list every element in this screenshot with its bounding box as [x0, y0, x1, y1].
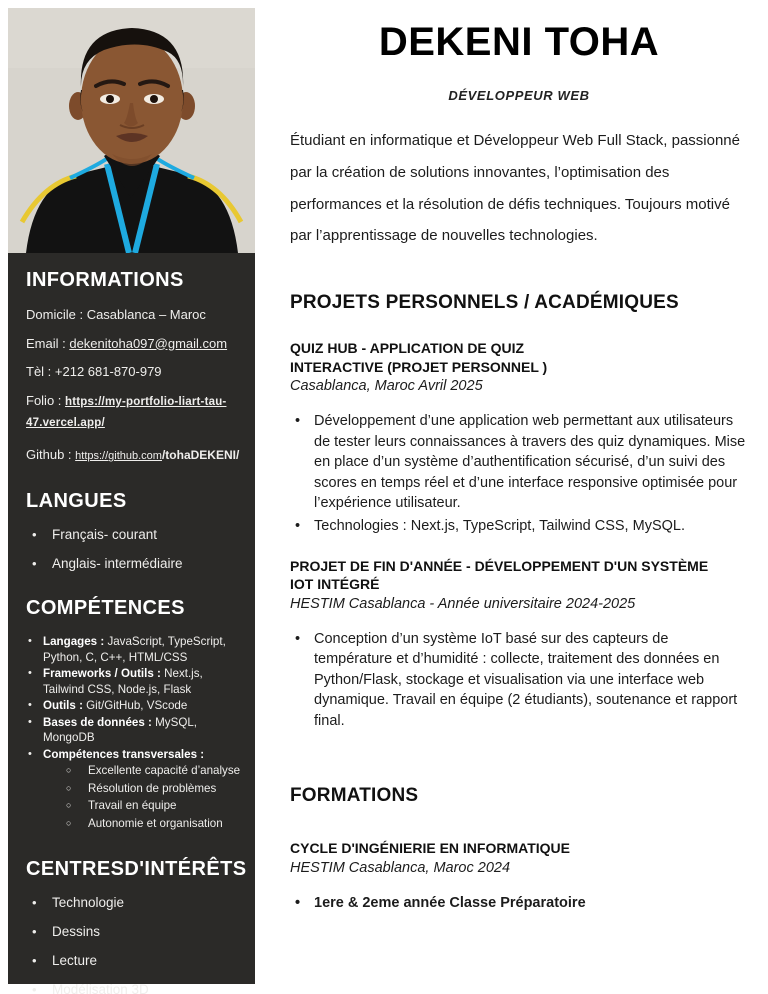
- list-item: • Français- courant: [26, 527, 241, 542]
- langues-title: LANGUES: [26, 490, 127, 513]
- domicile-label: Domicile :: [26, 307, 87, 322]
- folio-label: Folio :: [26, 392, 66, 408]
- sub-skill-item: ○ Travail en équipe: [64, 798, 241, 814]
- skill-item: [26, 698, 241, 714]
- competences-section: [26, 597, 241, 831]
- skill-label: Outils :: [43, 699, 87, 713]
- skill-item: [26, 747, 241, 763]
- skill-value: Git/GitHub, VScode: [86, 699, 188, 713]
- folio-line: [26, 392, 241, 436]
- informations-title: INFORMATIONS: [26, 269, 184, 291]
- candidate-role: DÉVELOPPEUR WEB: [448, 88, 590, 103]
- formation-title: CYCLE D'INGÉNIERIE EN INFORMATIQUE: [290, 840, 570, 857]
- github-username-link[interactable]: /tohaDEKENI/: [161, 448, 240, 463]
- project-meta: HESTIM Casablanca - Année universitaire 2024-2025: [290, 595, 636, 612]
- tel-label: Tèl :: [26, 364, 55, 380]
- skill-label: Bases de données :: [43, 715, 156, 729]
- bullet-item: • 1ere & 2eme année Classe Préparatoire: [290, 893, 748, 914]
- list-item: • Modélisation 3D: [26, 982, 241, 994]
- competences-title: COMPÉTENCES: [26, 597, 185, 620]
- langues-list: [26, 527, 241, 571]
- github-label: Github :: [26, 447, 76, 463]
- formation-entry: [290, 839, 748, 913]
- project-bullets: [290, 629, 748, 732]
- sub-skill-item: ○ Autonomie et organisation: [64, 816, 241, 832]
- email-label: Email :: [26, 335, 70, 351]
- skill-value: JavaScript, TypeScript, Python, C, C++, HTML/CSS: [43, 635, 226, 664]
- skill-item: [26, 666, 241, 697]
- tel-value: +212 681-870-979: [54, 364, 162, 380]
- github-link[interactable]: https://github.com: [75, 450, 162, 463]
- informations-section: [26, 269, 241, 464]
- profile-photo: [8, 8, 255, 253]
- sub-skill-item: ○ Excellente capacité d’analyse: [64, 763, 241, 779]
- candidate-name: DEKENI TOHA: [378, 20, 660, 64]
- main-column: [290, 14, 748, 915]
- bullet-item: • Technologies : Next.js, TypeScript, Tailwind CSS, MySQL.: [290, 516, 748, 537]
- intro-paragraph: Étudiant en informatique et Développeur Web Full Stack, passionné par la création de solutions innovantes, l’optimisation des performances et la résolution de défis techniques. Toujours motivé par l’apprentissage de nouvelles technologies.: [290, 132, 740, 245]
- list-item: • Anglais- intermédiaire: [26, 556, 241, 571]
- list-item: • Dessins: [26, 924, 241, 939]
- bullet-item: • Développement d’une application web permettant aux utilisateurs de tester leurs connaissances à travers des quiz dynamiques. Mise en place d’un système d’authentification sécurisé, d’un suivi des scores en temps réel et d’une interface responsive optimisée pour l’expérience utilisateur.: [290, 411, 748, 514]
- project-title: QUIZ HUB - APPLICATION DE QUIZ INTERACTIVE (PROJET PERSONNEL ): [290, 340, 548, 375]
- bullet-item: • Conception d’un système IoT basé sur des capteurs de température et d’humidité : collecte, traitement des données en Python/Flask, stockage et visualisation via une interface web dynamique. Travail en équipe (2 étudiants), soutenance et rapport final.: [290, 629, 748, 732]
- skill-value: Next.js, Tailwind CSS, Node.js, Flask: [43, 667, 203, 696]
- interets-section: [26, 857, 247, 994]
- project-entry: [290, 557, 748, 732]
- skill-label: Langages :: [43, 635, 108, 649]
- projects-section-title: PROJETS PERSONNELS / ACADÉMIQUES: [290, 292, 679, 314]
- interets-list: [26, 895, 241, 994]
- portfolio-link[interactable]: https://my-portfolio-liart-tau-47.vercel.app/: [26, 395, 227, 430]
- project-bullets: [290, 411, 748, 536]
- competences-list: [26, 634, 241, 762]
- github-line: [26, 446, 241, 464]
- formation-bullets: [290, 893, 748, 914]
- formations-section-title: FORMATIONS: [290, 785, 419, 807]
- skill-item: [26, 715, 241, 746]
- list-item: • Lecture: [26, 953, 241, 968]
- sidebar: [8, 8, 255, 994]
- email-line: [26, 335, 241, 353]
- langues-section: [26, 490, 241, 571]
- sub-skill-item: ○ Résolution de problèmes: [64, 781, 241, 797]
- skill-label: Compétences transversales :: [43, 747, 205, 761]
- project-entry: [290, 339, 748, 536]
- domicile-line: [26, 306, 241, 324]
- transversales-list: [26, 763, 241, 831]
- domicile-value: Casablanca – Maroc: [86, 307, 206, 322]
- portrait-illustration: [8, 8, 255, 253]
- tel-line: [26, 363, 241, 381]
- email-link[interactable]: dekenitoha097@gmail.com: [69, 335, 228, 351]
- project-title: PROJET DE FIN D'ANNÉE - DÉVELOPPEMENT D'UN SYSTÈME IOT INTÉGRÉ: [290, 557, 709, 593]
- skill-item: [26, 634, 241, 665]
- skill-label: Frameworks / Outils :: [43, 667, 165, 681]
- sidebar-panel: [8, 253, 255, 994]
- formation-meta: HESTIM Casablanca, Maroc 2024: [290, 859, 511, 876]
- interets-title: CENTRESD'INTÉRÊTS: [26, 857, 247, 880]
- skill-value: MySQL, MongoDB: [43, 715, 197, 745]
- list-item: • Technologie: [26, 895, 241, 910]
- project-meta: Casablanca, Maroc Avril 2025: [290, 378, 483, 395]
